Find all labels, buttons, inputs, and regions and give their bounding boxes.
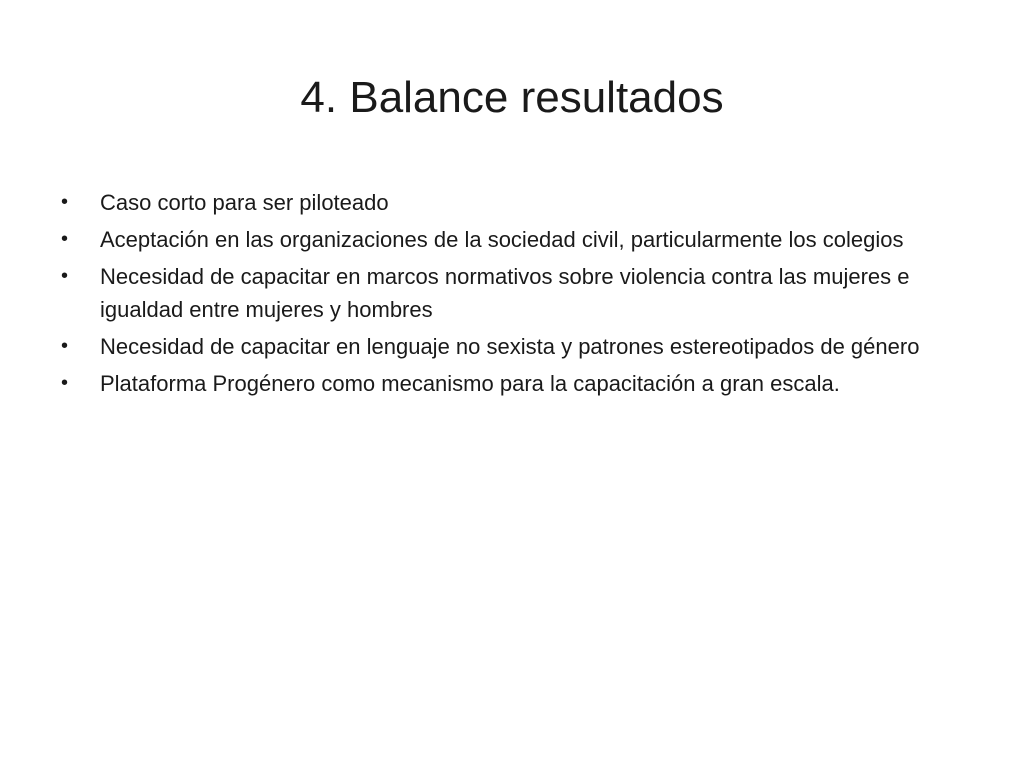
- bullet-text: Necesidad de capacitar en marcos normativos sobre violencia contra las mujeres e igualdad entre mujeres y hombres: [100, 264, 910, 322]
- bullet-icon: •: [61, 191, 69, 213]
- bullet-item: [61, 367, 961, 400]
- bullet-text: Aceptación en las organizaciones de la sociedad civil, particularmente los colegios: [100, 227, 904, 252]
- bullet-icon: •: [61, 335, 69, 357]
- bullet-item: [61, 330, 961, 363]
- bullet-text: Necesidad de capacitar en lenguaje no sexista y patrones estereotipados de género: [100, 334, 920, 359]
- bullet-icon: •: [61, 228, 69, 250]
- bullet-item: [61, 223, 961, 256]
- bullet-icon: •: [61, 265, 69, 287]
- bullet-text: Caso corto para ser piloteado: [100, 190, 389, 215]
- bullet-text: Plataforma Progénero como mecanismo para la capacitación a gran escala.: [100, 371, 840, 396]
- bullet-list: [61, 186, 961, 404]
- bullet-item: [61, 260, 961, 326]
- bullet-icon: •: [61, 372, 69, 394]
- slide-title: 4. Balance resultados: [300, 73, 724, 122]
- bullet-item: [61, 186, 961, 219]
